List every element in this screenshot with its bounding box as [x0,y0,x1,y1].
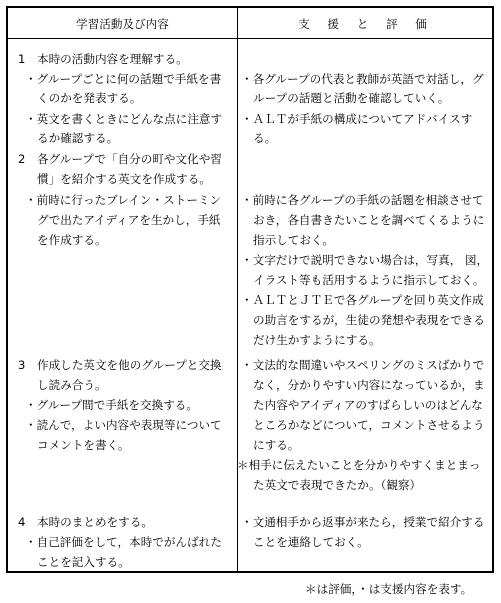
right-line: ・前時に各グループの手紙の話題を相談させて [241,193,484,207]
right-line: にする。 [253,438,300,452]
right-line: ・文法的な間違いやスペリングのミスばかりで [241,358,485,372]
column-divider [237,8,238,571]
right-line: だけ生かすようにする。 [253,333,381,347]
left-line: し読み合う。 [37,378,107,392]
header-divider [8,38,492,39]
left-line: 4 本時のまとめをする。 [18,515,153,529]
right-line: た内容やアイディアのすばらしいのはどんな [253,398,483,412]
right-line: ループの話題と活動を確認していく。 [253,91,450,105]
right-line: の助言をするが，生徒の発想や表現をできる [253,313,485,327]
right-line-evaluation: ＊相手に伝えたいことを分かりやすくまとまっ [237,458,481,472]
right-line: ・ＡＬＴとＪＴＥで各グループを回り英文作成 [241,293,484,307]
right-line: おき，各自書きたいことを調べてくるように [253,213,485,227]
left-line: ・英文を書くときにどんな点に注意す [25,112,223,126]
left-line: ・グループごとに何の話題で手紙を書 [25,72,222,86]
right-line: 指示しておく。 [253,233,334,247]
right-line: ・文字だけで説明できない場合は，写真， 図， [241,253,489,267]
left-line: ・前時に行ったブレイン・ストーミン [25,193,222,207]
left-line: グで出たアイディアを生かし，手紙 [37,213,221,227]
left-line: ことを記入する。 [37,555,130,569]
right-line: る。 [253,131,277,145]
left-line: 1 本時の活動内容を理解する。 [18,52,188,66]
right-line: ・文通相手から返事が来たら，授業で紹介する [241,515,485,529]
left-line: 2 各グループで「自分の町や文化や習 [18,152,222,166]
left-line: を作成する。 [37,233,107,247]
legend-footnote: ＊は評価，・は支援内容を表す。 [305,582,473,596]
left-line: 3 作成した英文を他のグループと交換 [18,358,222,372]
right-line-evaluation: た英文で表現できたか。（観察） [253,478,422,492]
left-line: ・読んで，よい内容や表現等について [25,418,222,432]
right-line: ところかなどについて，コメントさせるよう [253,418,485,432]
right-line: イラスト等も活用するように指示しておく。 [253,273,485,287]
left-line: くのかを発表する。 [37,91,142,105]
header-support-evaluation: 支 援 と 評 価 [298,17,434,31]
left-line: ・グループ間で手紙を交換する。 [25,398,198,412]
left-line: 慣」を紹介する英文を作成する。 [37,172,211,186]
right-line: ・ＡＬＴが手紙の構成についてアドバイスす [241,112,473,126]
right-line: なく，分かりやすい内容になっているか，ま [253,378,485,392]
lesson-plan-table [6,6,494,573]
header-learning-activities: 学習活動及び内容 [76,17,169,31]
left-line: ・自己評価をして，本時でがんばれた [25,535,222,549]
right-line: ・各グループの代表と教師が英語で対話し，グ [241,72,484,86]
right-line: ことを連絡しておく。 [253,535,369,549]
left-line: るか確認する。 [37,131,119,145]
left-line: コメントを書く。 [37,438,130,452]
